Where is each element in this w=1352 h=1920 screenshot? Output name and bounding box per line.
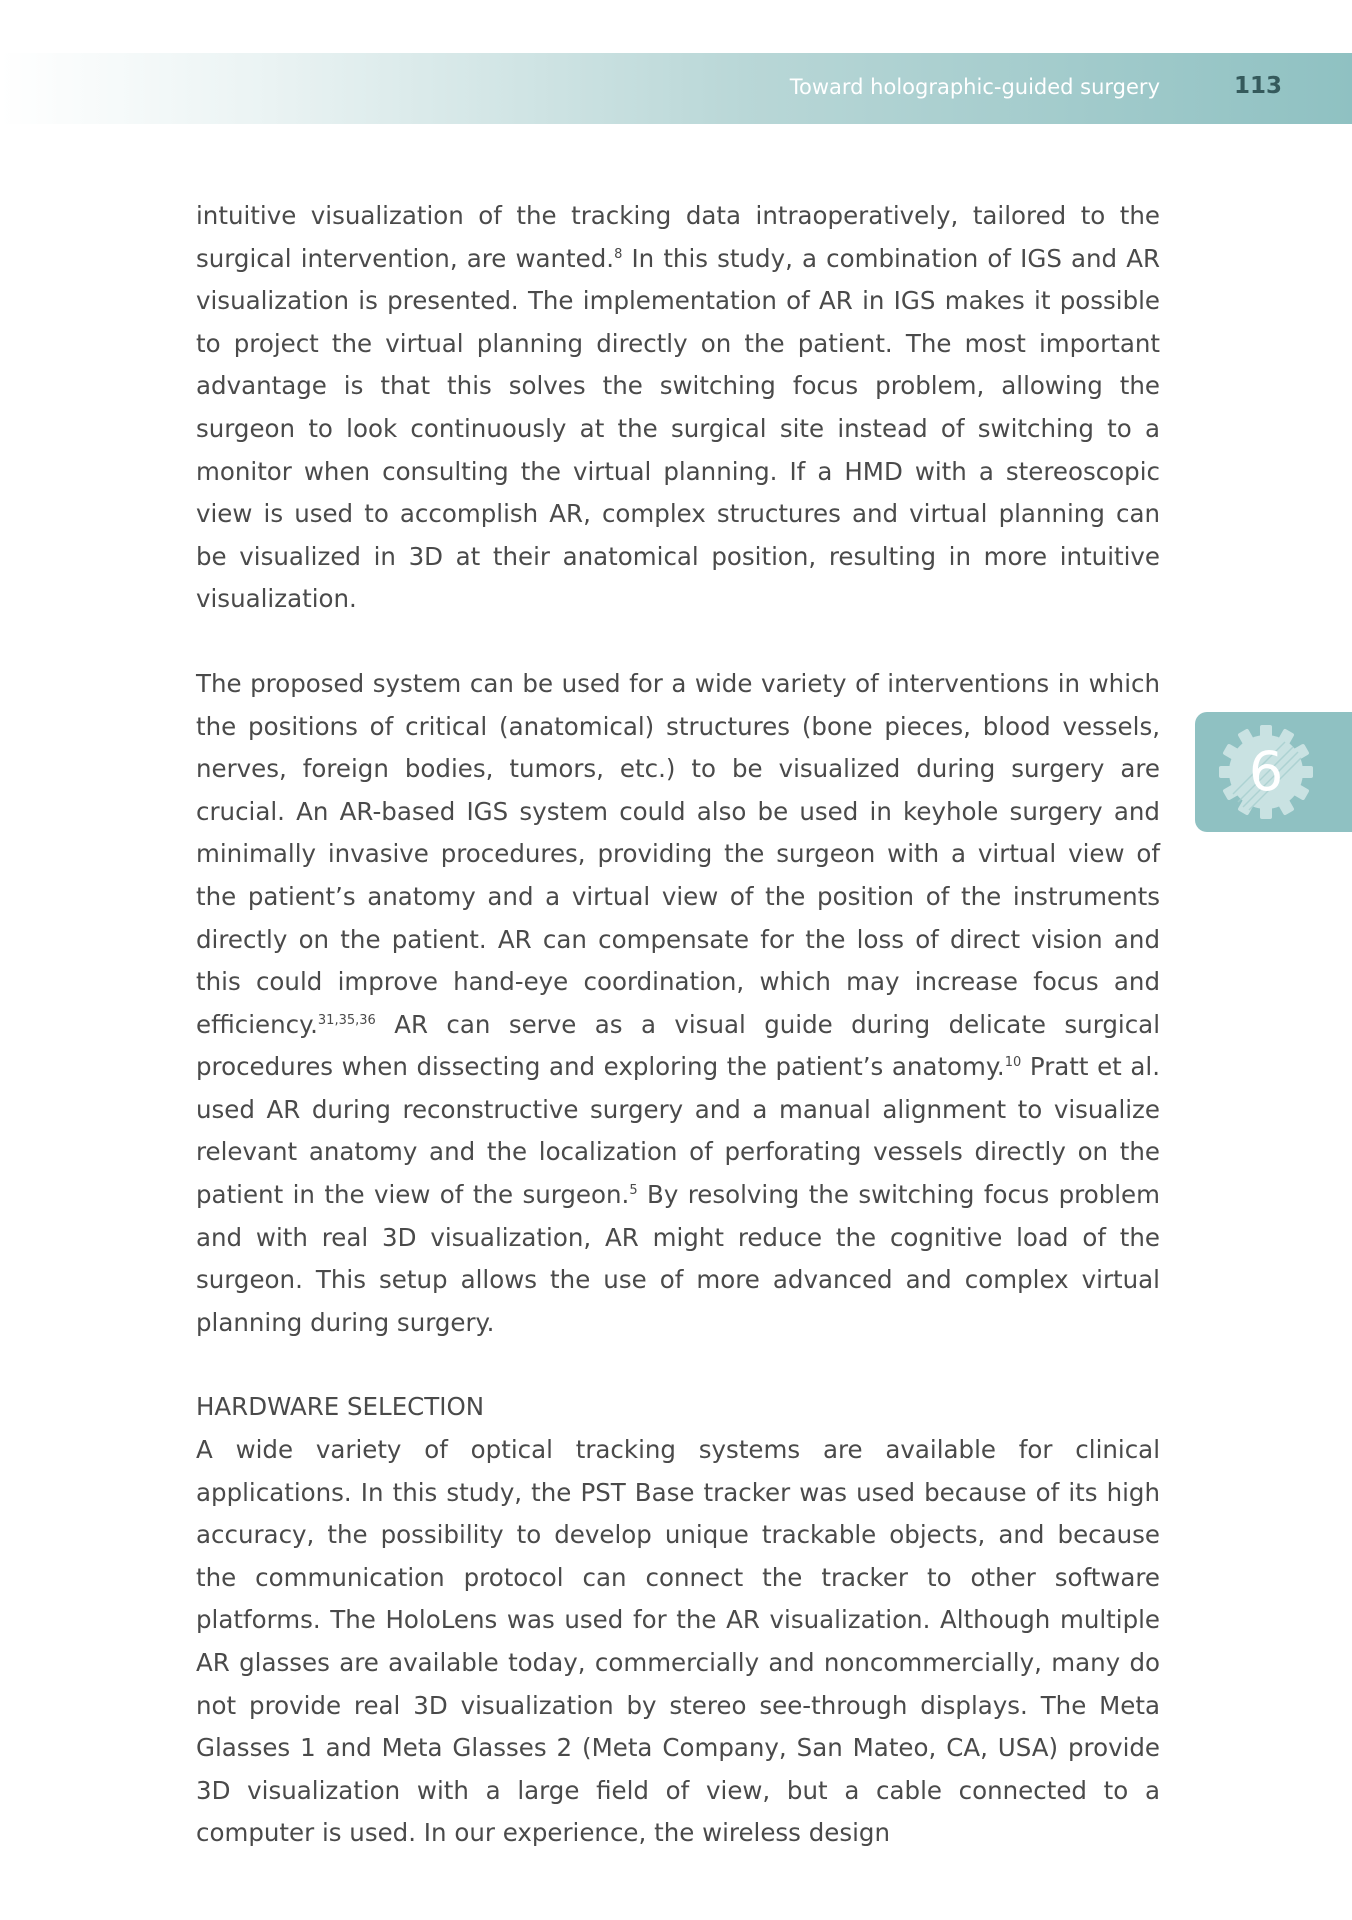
citation: 10 [1004,1055,1022,1071]
page-number: 113 [1233,73,1282,99]
paragraph-text: By resolving the switching focus problem and with real 3D visualization, AR might reduce the cognitive load of the surgeon. This setup allows the use of more advanced and complex virtual planning during surgery. [196,1180,1160,1337]
citation: 5 [629,1183,638,1199]
running-title: Toward holographic-guided surgery [789,75,1160,99]
citation: 31,35,36 [317,1012,376,1028]
section-heading: HARDWARE SELECTION [196,1392,485,1422]
paragraph-text: The proposed system can be used for a wide variety of interventions in which the positions of critical (anatomical) structures (bone pieces, blood vessels, nerves, foreign bodies, tumors, etc.) to be visualized during surgery are crucial. An AR-based IGS system could also be used in keyhole surgery and minimally invasive procedures, providing the surgeon with a virtual view of the patient’s anatomy and a virtual view of the position of the instruments directly on the patient. AR can compensate for the loss of direct vision and this could improve hand-eye coordination, which may increase focus and efficiency. [196,668,1160,1039]
paragraph-text: Pratt et al. used AR during reconstructive surgery and a manual alignment to visualize relevant anatomy and the localization of perforating vessels directly on the patient in the view of the surgeon. [196,1052,1160,1210]
gear-icon [1213,722,1319,822]
paragraph [196,663,1160,1345]
citation: 8 [614,246,623,262]
body-text [196,195,1160,1855]
chapter-tab [1195,712,1352,832]
chapter-number: 6 [1248,740,1284,803]
paragraph [196,195,1160,621]
paragraph: A wide variety of optical tracking systems are available for clinical applications. In this study, the PST Base tracker was used because of its high accuracy, the possibility to develop unique trackable objects, and because the communication protocol can connect the tracker to other software platforms. The HoloLens was used for the AR visualization. Although multiple AR glasses are available today, commercially and noncommercially, many do not provide real 3D visualization by stereo see-through displays. The Meta Glasses 1 and Meta Glasses 2 (Meta Company, San Mateo, CA, USA) provide 3D visualization with a large field of view, but a cable connected to a computer is used. In our experience, the wireless design [196,1435,1160,1848]
paragraph-text: intuitive visualization of the tracking data intraoperatively, tailored to the surgical intervention, are wanted. [196,201,1160,273]
paragraph-text: In this study, a combination of IGS and AR visualization is presented. The implementation of AR in IGS makes it possible to project the virtual planning directly on the patient. The most important advantage is that this solves the switching focus problem, allowing the surgeon to look continuously at the surgical site instead of switching to a monitor when consulting the virtual planning. If a HMD with a stereoscopic view is used to accomplish AR, complex structures and virtual planning can be visualized in 3D at their anatomical position, resulting in more intuitive visualization. [196,243,1160,614]
paragraph-text: AR can serve as a visual guide during delicate surgical procedures when dissecting and exploring the patient’s anatomy. [196,1009,1160,1082]
